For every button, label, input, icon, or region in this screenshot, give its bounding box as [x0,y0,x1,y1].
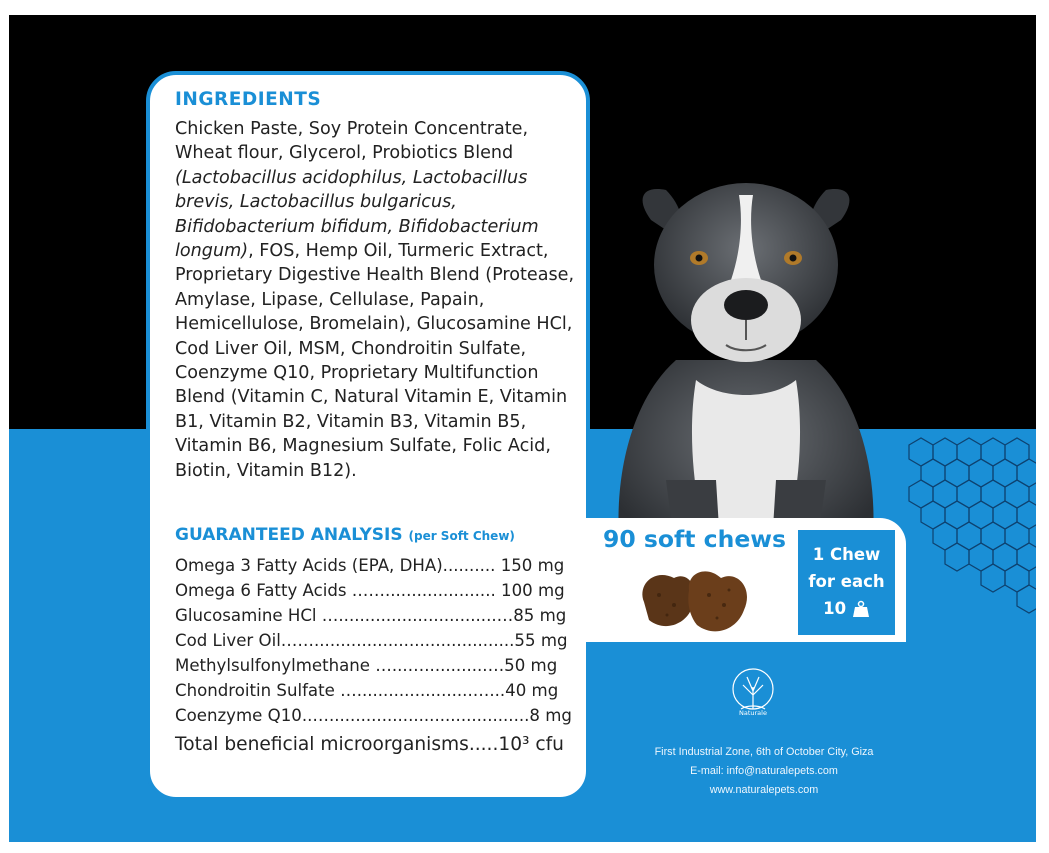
analysis-note: (per Soft Chew) [408,529,515,543]
analysis-list [175,553,575,760]
analysis-row: Cod Liver Oil……......................................55 mg [175,631,568,650]
ingredients-heading: INGREDIENTS [175,89,322,110]
dosage-line1: 1 Chew [812,545,881,564]
dosage-line3-wrap [798,595,895,626]
contact-info [609,743,919,800]
email: E-mail: info@naturalepets.com [690,765,838,777]
ingredients-text-part2: , FOS, Hemp Oil, Turmeric Extract, Proprietary Digestive Health Blend (Protease, Amylase, Lipase, Cellulase, Papain, Hemicellulose, Bromelain), Glucosamine HCl, Cod Liver Oil, MSM, Chondroitin Sulfate, Coenzyme Q10, Proprietary Multifunction Blend (Vitamin C, Natural Vitamin E, Vitamin B1, Vitamin B2, Vitamin B3, Vitamin B5, Vitamin B6, Magnesium Sulfate, Folic Acid, Biotin, Vitamin B12). [175,241,575,481]
dosage-line3: 10 [823,599,847,618]
hex-grid-decoration [889,425,1036,635]
ingredients-text-part1: Chicken Paste, Soy Protein Concentrate, Wheat flour, Glycerol, Probiotics Blend [175,119,529,164]
dosage-line2: for each [808,572,885,591]
chews-count-title: 90 soft chews [603,525,786,553]
website: www.naturalepets.com [709,784,819,796]
analysis-row: Coenzyme Q10..…......................................8 mg [175,706,572,725]
dosage-badge [798,530,895,635]
ingredients-card [146,71,590,801]
analysis-heading [175,525,515,545]
weight-icon [852,599,870,626]
brand-name: Naturale [739,709,767,717]
analysis-row: Methylsulfonylmethane …...…............…50 mg [175,656,558,675]
analysis-row: Omega 3 Fatty Acids (EPA, DHA).......... 150 mg [175,556,565,575]
soft-chews-image [629,560,759,640]
analysis-heading-text: GUARANTEED ANALYSIS [175,525,403,545]
analysis-row: Omega 6 Fatty Acids ……..................... 100 mg [175,581,565,600]
dog-image [581,180,911,560]
address: First Industrial Zone, 6th of October City, Giza [654,746,874,758]
analysis-total: Total beneficial microorganisms.....10³ cfu [175,734,564,755]
analysis-row: Glucosamine HCl …..............................…85 mg [175,606,567,625]
ingredients-text-italic: (Lactobacillus acidophilus, Lactobacillus brevis, Lactobacillus bulgaricus, Bifidobacterium bifidum, Bifidobacterium longum) [175,167,539,262]
ingredients-text [175,117,575,483]
label-canvas [9,15,1036,842]
analysis-row: Chondroitin Sulfate …......................…...40 mg [175,681,559,700]
tree-logo-icon [723,665,783,727]
